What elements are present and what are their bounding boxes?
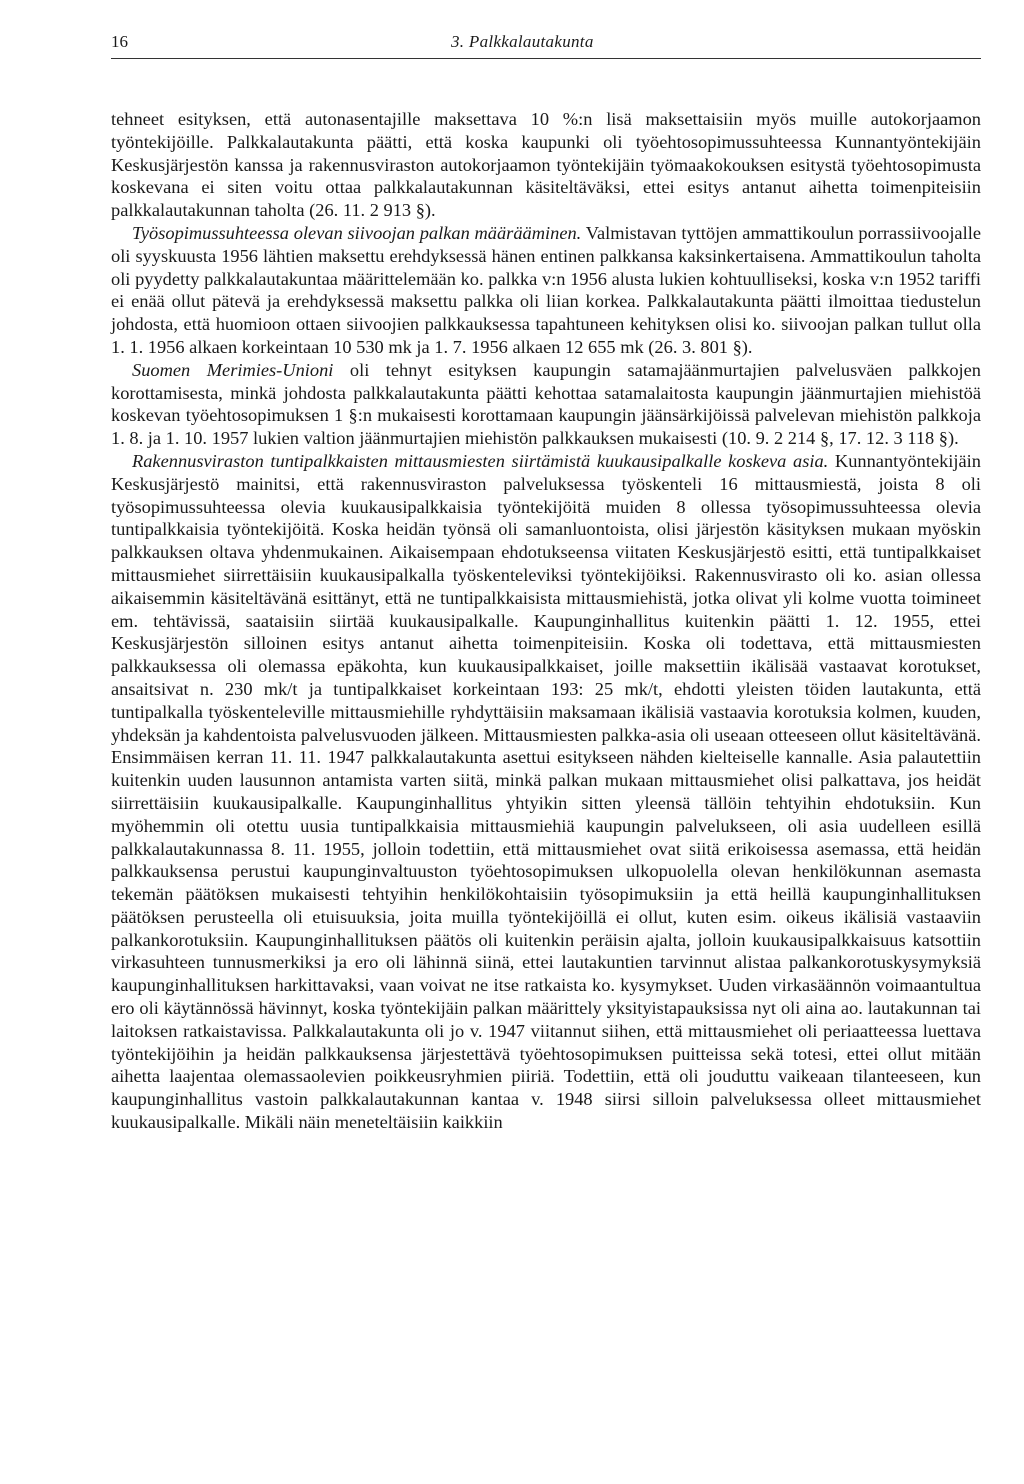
paragraph-2: [111, 222, 981, 359]
paragraph-1: tehneet esityksen, että autonasentajille maksettava 10 %:n lisä maksettaisiin myös muille autokorjaamon työntekijöille. Palkkalautakunta päätti, että koska kaupunki oli työehtosopimussuhteessa Kunnantyöntekijäin Keskusjärjestön kanssa ja rakennusviraston autokorjaamon työntekijäin työmaakokouksen esitystä työehtosopimusta koskevana ei siten voitu ottaa palkkalautakunnan käsiteltäväksi, ettei esitys antanut aihetta toimenpiteisiin palkkalautakunnan taholta (26. 11. 2 913 §).: [111, 109, 981, 221]
paragraph-4: [111, 450, 981, 1134]
paragraph-3: [111, 359, 981, 450]
paragraph-2-text: Valmistavan tyttöjen ammattikoulun porrassiivoojalle oli syyskuusta 1956 lähtien maksettu erehdyksessä hänen entinen palkkansa kaksinkertaisena. Ammattikoulun taholta oli pyydetty palkkalautakuntaa määrittelemään ko. palkka v:n 1956 alusta lukien kohtuulliseksi, koska v:n 1952 tariffi ei enää ollut pätevä ja erehdyksessä maksettu palkka oli liian korkea. Palkkalautakunta päätti ilmoittaa tiedustelun johdosta, että huomioon ottaen siivoojien palkkauksessa tapahtuneen kehityksen olisi ko. siivoojan palkan tullut olla 1. 1. 1956 alkaen korkeintaan 10 530 mk ja 1. 7. 1956 alkaen 12 655 mk (26. 3. 801 §).: [111, 222, 981, 357]
page-number: 16: [111, 32, 128, 51]
paragraph-3-title: Suomen Merimies-Unioni: [132, 359, 334, 380]
header-rule: [111, 58, 981, 59]
paragraph-4-text: Kunnantyöntekijäin Keskusjärjestö mainitsi, että rakennusviraston palveluksessa työskenteli 16 mittausmiestä, joista 8 oli työsopimussuhteessa olevia kuukausipalkkaisia työntekijöitä muiden 8 ollessa työsopimussuhteessa olevia tuntipalkkaisia työntekijöitä. Koska heidän työnsä oli samanluontoista, olisi järjestön käsityksen mukaan myöskin palkkauksen oltava yhdenmukainen. Aikaisempaan ehdotukseensa viitaten Keskusjärjestö esitti, että tuntipalkkaiset mittausmiehet siirrettäisiin kuukausipalkalla työskenteleviksi työntekijöiksi. Rakennusvirasto oli ko. asian ollessa aikaisemmin käsiteltävänä esittänyt, että ne tuntipalkkaisista mittausmiehistä, jotka olivat yli kolme vuotta toimineet em. tehtävissä, saataisiin siirtää kuukausipalkalle. Kaupunginhallitus kuitenkin päätti 1. 12. 1955, ettei Keskusjärjestön silloinen esitys antanut aihetta toimenpiteisiin. Koska oli todettava, että mittausmiesten palkkauksessa oli olemassa epäkohta, kun kuukausipalkkaiset, joille maksettiin ikälisää vastaavat korotukset, ansaitsivat n. 230 mk/t ja tuntipalkkaiset korkeintaan 193: 25 mk/t, ehdotti yleisten töiden lautakunta, että tuntipalkalla työskenteleville mittausmiehille ryhdyttäisiin maksamaan ikälisiä vastaavia korotuksia kolmen, kuuden, yhdeksän ja kahdentoista palvelusvuoden jälkeen. Mittausmiesten palkka-asia oli useaan otteeseen ollut käsiteltävänä. Ensimmäisen kerran 11. 11. 1947 palkkalautakunta asettui esitykseen nähden kielteiselle kannalle. Asia palautettiin kuitenkin uuden lausunnon antamista varten siitä, minkä palkan mukaan mittausmiehet olisi palkattava, jos heidät siirrettäisiin kuukausipalkalle. Kaupunginhallitus yhtyikin sitten yleensä tällöin tehtyihin ehdotuksiin. Kun myöhemmin oli otettu uusia tuntipalkkaisia mittausmiehiä kaupungin palvelukseen, oli asia uudelleen esillä palkkalautakunnassa 8. 11. 1955, jolloin todettiin, että mittausmiehet ovat siitä erikoisessa asemassa, että heidän palkkauksensa perustui kaupunginvaltuuston työehtosopimuksen ulkopuolella olevan henkilökunnan asemasta tekemän päätöksen mukaisesti tehtyihin henkilökohtaisiin työsopimuksiin ja että heillä kaupunginhallituksen päätöksen perusteella oli etuisuuksia, joita muilla työntekijöillä ei ollut, kuten esim. oikeus ikälisiä vastaaviin palkankorotuksiin. Kaupunginhallituksen päätös oli kuitenkin peräisin ajalta, jolloin kuukausipalkkaisuus katsottiin virkasuhteen tunnusmerkiksi ja ero oli lähinnä siinä, ettei lautakuntien tarvinnut alistaa palkankorotuskysymyksiä kaupunginhallituksen harkittavaksi, vaan voivat ne itse ratkaista ko. kysymykset. Uuden virkasäännön voimaantultua ero oli käytännössä hävinnyt, koska työntekijäin palkan määrittely yksityistapauksissa nyt oli aina ao. lautakunnan tai laitoksen ratkaistavissa. Palkkalautakunta oli jo v. 1947 viitannut siihen, että mittausmiehet oli periaatteessa luettava työntekijöihin ja heidän palkkauksensa järjestettävä työehtosopimuksen puitteissa sekä totesi, ettei ollut mitään aihetta laajentaa olemassaolevien poikkeusryhmien piiriä. Todettiin, että oli jouduttu vaikeaan tilanteeseen, kun kaupunginhallitus vastoin palkkalautakunnan kantaa v. 1948 siirsi silloin palveluksessa olleet mittausmiehet kuukausipalkalle. Mikäli näin meneteltäisiin kaikkiin: [111, 450, 981, 1133]
document-page: [111, 24, 981, 1134]
body-text: [111, 108, 981, 1134]
chapter-title: 3. Palkkalautakunta: [451, 32, 594, 51]
running-header: [111, 24, 981, 58]
paragraph-4-title: Rakennusviraston tuntipalkkaisten mittausmiesten siirtämistä kuukausipalkalle koskeva asia.: [132, 450, 829, 471]
paragraph-3-text: oli tehnyt esityksen kaupungin satamajäänmurtajien palvelusväen palkkojen korottamisesta, minkä johdosta palkkalautakunta päätti kehottaa satamalaitosta kaupungin jäänmurtajien miehistöä koskevan työehtosopimuksen 1 §:n mukaisesti korottamaan kaupungin jäänsärkijöissä palvelevan miehistön palkkoja 1. 8. ja 1. 10. 1957 lukien valtion jäänmurtajien miehistön palkkauksen mukaisesti (10. 9. 2 214 §, 17. 12. 3 118 §).: [111, 359, 981, 449]
paragraph-2-title: Työsopimussuhteessa olevan siivoojan palkan määrääminen.: [132, 222, 582, 243]
